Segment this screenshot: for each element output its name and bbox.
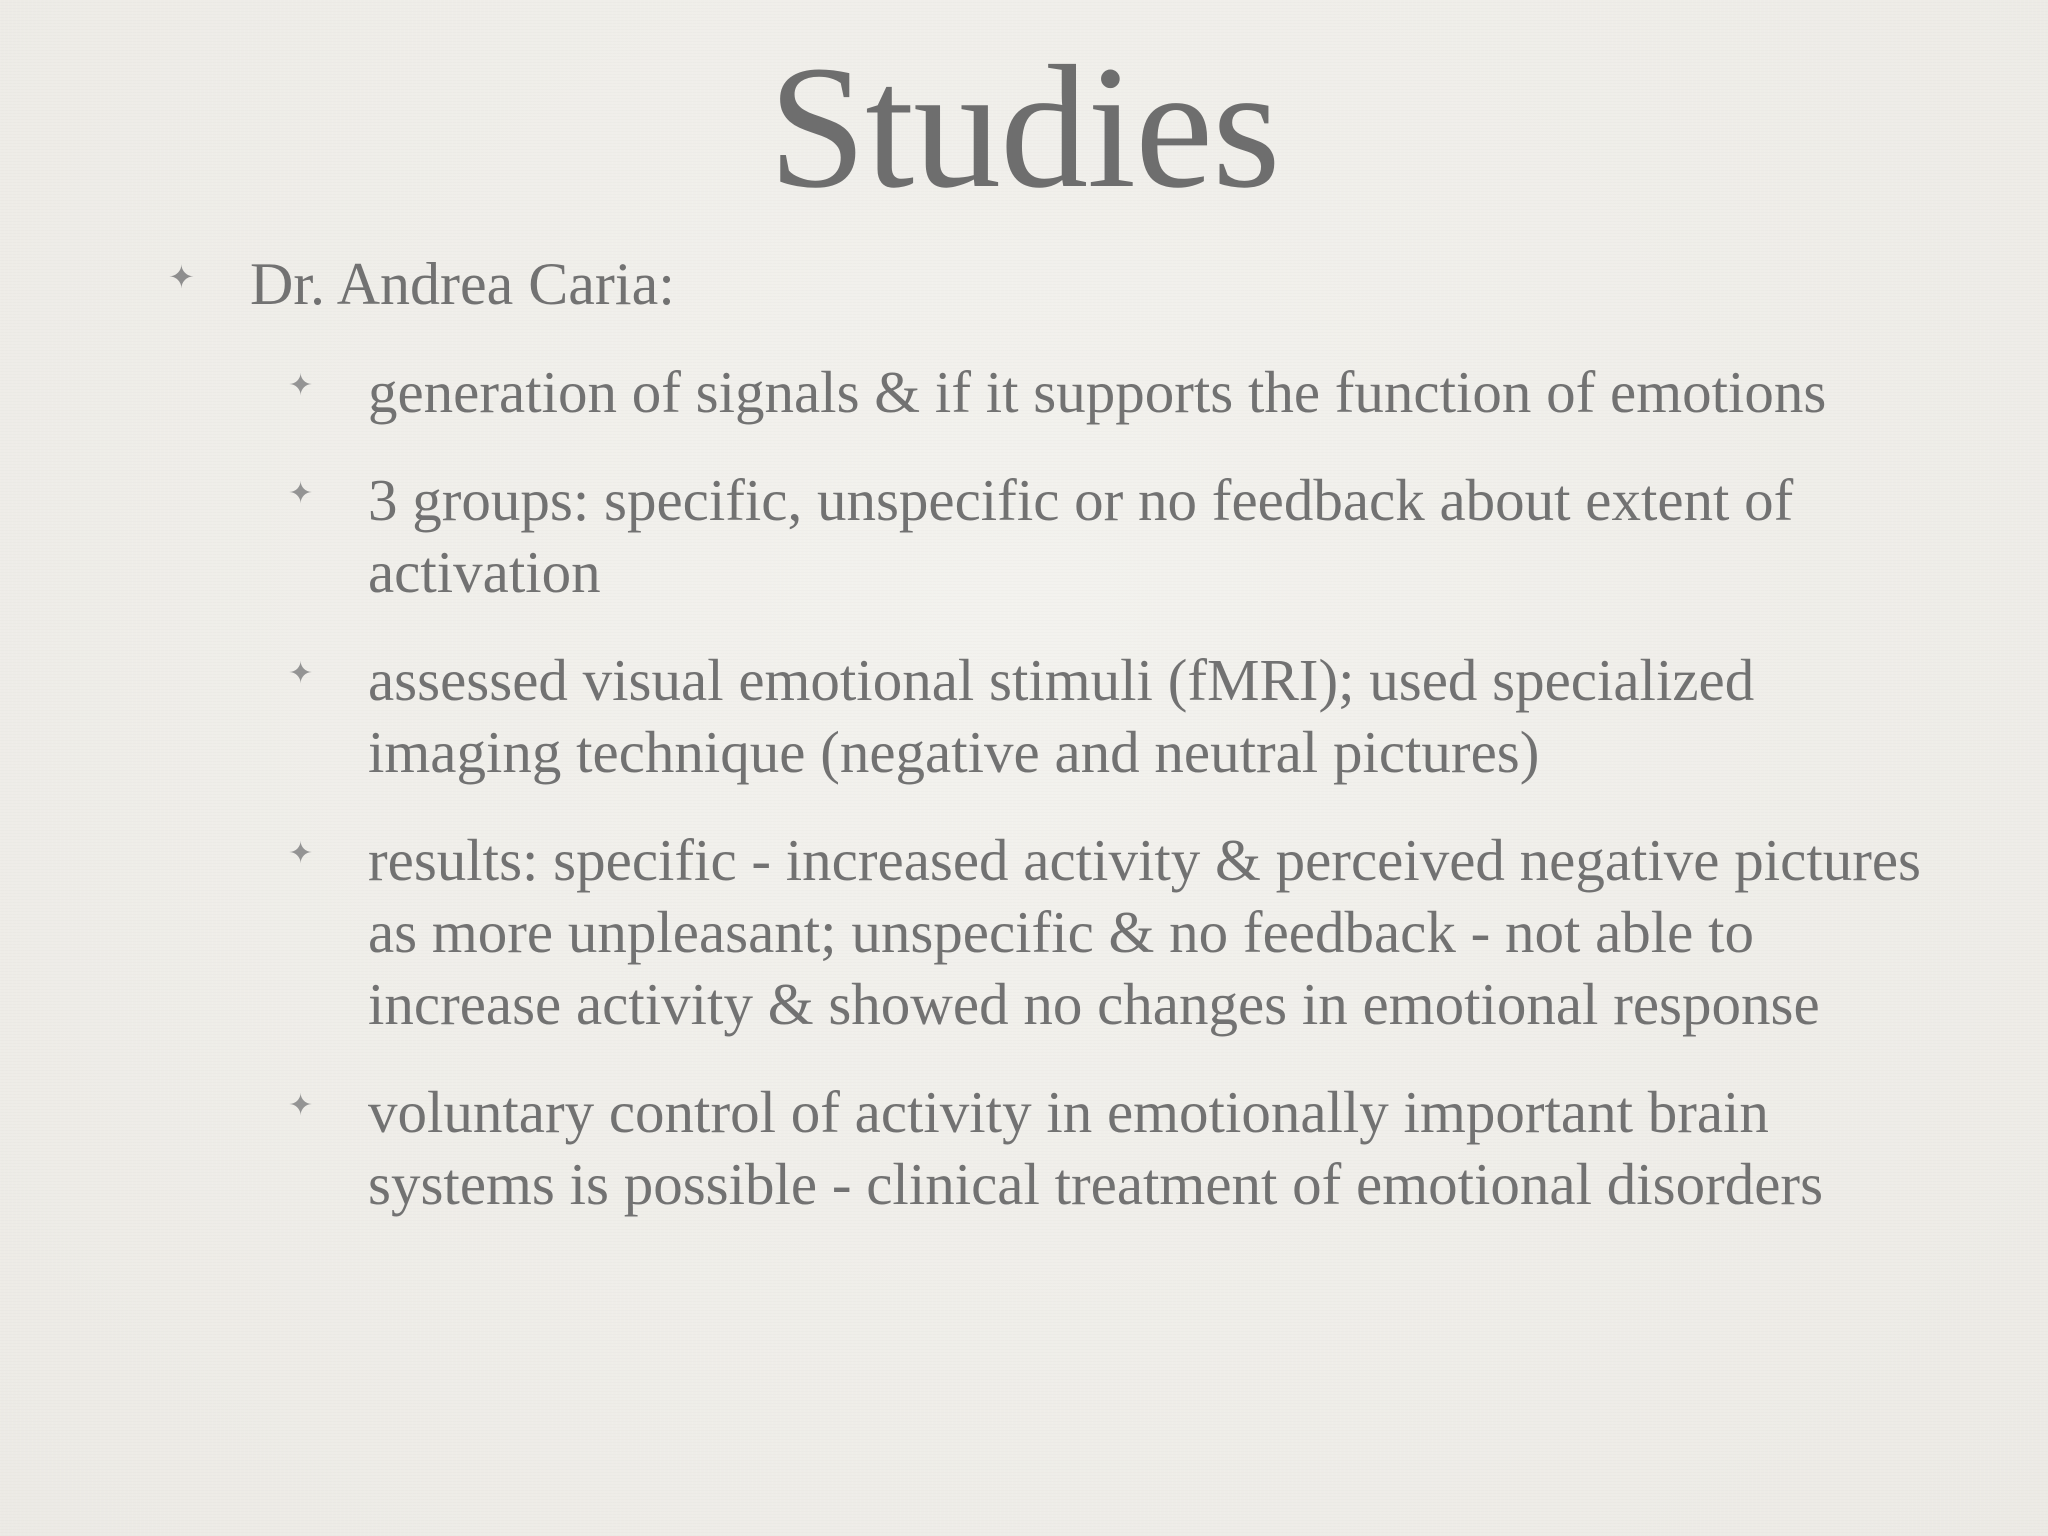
sub-bullet-text: results: specific - increased activity & perceived negative pictures as more unpleasant; unspecific & no feedback - not able to increase activity & showed no changes in emotional response bbox=[368, 827, 1922, 1037]
list-item bbox=[288, 644, 1888, 788]
list-item bbox=[288, 1076, 1888, 1220]
sub-bullet-text: generation of signals & if it supports the function of emotions bbox=[368, 359, 1827, 425]
bullet-star-icon: ✦ bbox=[288, 477, 314, 510]
list-item bbox=[288, 464, 1888, 608]
bullet-star-icon: ✦ bbox=[168, 259, 195, 295]
list-item bbox=[288, 824, 1922, 1040]
sub-bullet-text: 3 groups: specific, unspecific or no feedback about extent of activation bbox=[368, 467, 1794, 605]
sub-bullet-list bbox=[288, 356, 1922, 1256]
sub-bullet-text: assessed visual emotional stimuli (fMRI); used specialized imaging technique (negative and neutral pictures) bbox=[368, 647, 1755, 785]
list-item bbox=[288, 356, 1888, 428]
bullet-star-icon: ✦ bbox=[288, 369, 314, 402]
slide-title: Studies bbox=[768, 30, 1280, 225]
bullet-star-icon: ✦ bbox=[288, 1089, 314, 1122]
bullet-star-icon: ✦ bbox=[288, 837, 314, 870]
bullet-star-icon: ✦ bbox=[288, 657, 314, 690]
top-level-bullet-text: Dr. Andrea Caria: bbox=[250, 251, 675, 317]
sub-bullet-text: voluntary control of activity in emotionally important brain systems is possible - clinical treatment of emotional disorders bbox=[368, 1079, 1824, 1217]
